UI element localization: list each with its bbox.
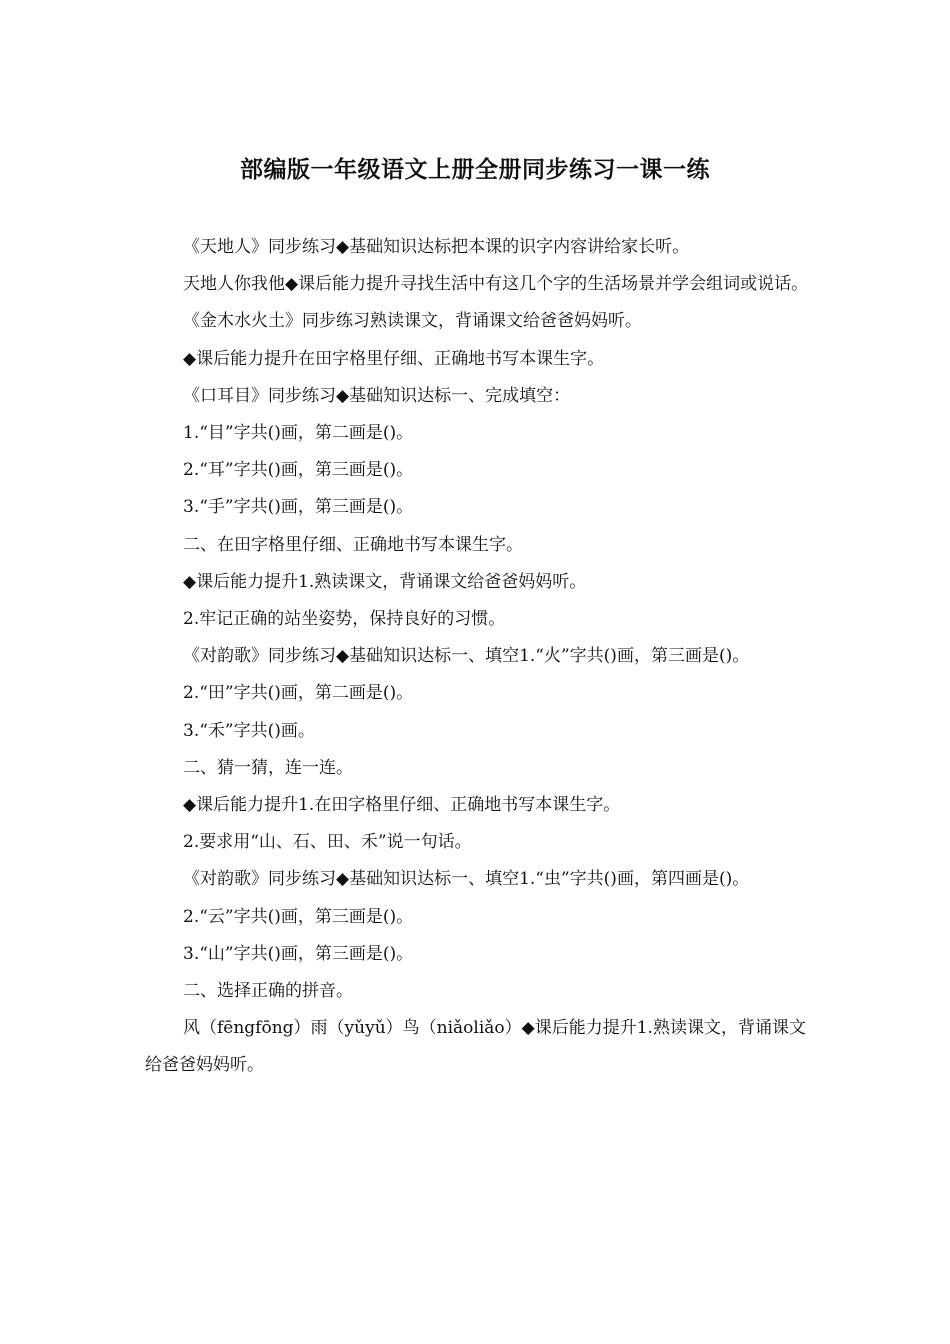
paragraph: 《对韵歌》同步练习◆基础知识达标一、填空1.“虫”字共()画，第四画是()。 [183, 869, 750, 890]
paragraph: 2.“云”字共()画，第三画是()。 [183, 906, 414, 927]
paragraph: 1.“目”字共()画，第二画是()。 [183, 423, 414, 444]
paragraph: ◆课后能力提升1.熟读课文，背诵课文给爸爸妈妈听。 [183, 571, 587, 592]
paragraph: 3.“禾”字共()画。 [183, 720, 315, 741]
paragraph: 3.“手”字共()画，第三画是()。 [183, 497, 414, 518]
paragraph: 《口耳目》同步练习◆基础知识达标一、完成填空： [183, 385, 571, 406]
paragraph: 风（fēngfōng）雨（yǔyǔ）鸟（niǎoliǎo）◆课后能力提升1.熟读课文，背诵课文给爸爸妈妈听。 [145, 1018, 806, 1076]
paragraph: 天地人你我他◆课后能力提升寻找生活中有这几个字的生活场景并学会组词或说话。 [183, 274, 809, 295]
paragraph: ◆课后能力提升1.在田字格里仔细、正确地书写本课生字。 [183, 795, 621, 816]
paragraph: 3.“山”字共()画，第三画是()。 [183, 943, 414, 964]
paragraph: 二、猜一猜，连一连。 [183, 757, 353, 778]
page-title: 部编版一年级语文上册全册同步练习一课一练 [240, 156, 710, 183]
paragraph: 2.牢记正确的站坐姿势，保持良好的习惯。 [183, 609, 506, 630]
paragraph: 2.“耳”字共()画，第三画是()。 [183, 460, 414, 481]
paragraph: 《金木水火土》同步练习熟读课文，背诵课文给爸爸妈妈听。 [183, 311, 642, 332]
document-body [145, 229, 810, 1085]
paragraph: 2.“田”字共()画，第二画是()。 [183, 683, 414, 704]
paragraph: 2.要求用“山、石、田、禾”说一句话。 [183, 832, 472, 853]
paragraph: 《对韵歌》同步练习◆基础知识达标一、填空1.“火”字共()画，第三画是()。 [183, 646, 750, 667]
paragraph: 二、在田字格里仔细、正确地书写本课生字。 [183, 534, 523, 555]
paragraph: 《天地人》同步练习◆基础知识达标把本课的识字内容讲给家长听。 [183, 237, 690, 257]
paragraph: ◆课后能力提升在田字格里仔细、正确地书写本课生字。 [183, 348, 605, 369]
paragraph: 二、选择正确的拼音。 [183, 981, 353, 1002]
